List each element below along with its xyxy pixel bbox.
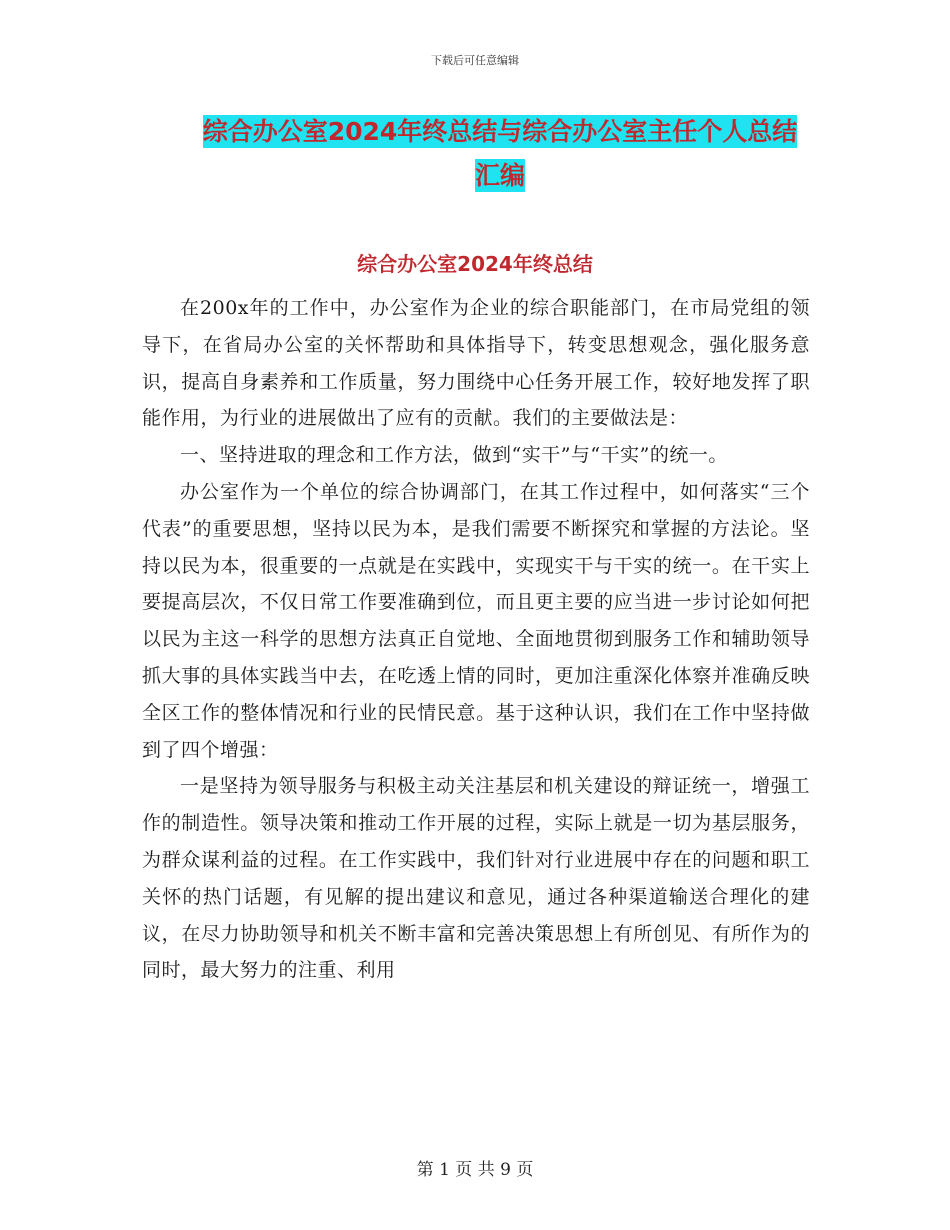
paragraph: 一是坚持为领导服务与积极主动关注基层和机关建设的辩证统一，增强工作的制造性。领导决策和推动工作开展的过程，实际上就是一切为基层服务，为群众谋利益的过程。在工作实践中，我们针对行业进展中存在的问题和职工关怀的热门话题，有见解的提出建议和意见，通过各种渠道输送合理化的建议，在尽力协助领导和机关不断丰富和完善决策思想上有所创见、有所作为的同时，最大努力的注重、利用: [142, 775, 810, 982]
main-title-line-1: 综合办公室2024年终总结与综合办公室主任个人总结: [202, 117, 798, 146]
paragraph: 在200x年的工作中，办公室作为企业的综合职能部门，在市局党组的领导下，在省局办公室的关怀帮助和具体指导下，转变思想观念，强化服务意识，提高自身素养和工作质量，努力围绕中心任务开展工作，较好地发挥了职能作用，为行业的进展做出了应有的贡献。我们的主要做法是：: [142, 297, 810, 430]
paragraph: 一、坚持进取的理念和工作方法，做到“实干”与“干实”的统一。: [180, 444, 728, 467]
body-text: [142, 290, 810, 989]
main-title: [140, 110, 860, 198]
paragraph: 办公室作为一个单位的综合协调部门，在其工作过程中，如何落实“三个代表”的重要思想，坚持以民为本，是我们需要不断探究和掌握的方法论。坚持以民为本，很重要的一点就是在实践中，实现实干与干实的统一。在干实上要提高层次，不仅日常工作要准确到位，而且更主要的应当进一步讨论如何把以民为主这一科学的思想方法真正自觉地、全面地贯彻到服务工作和辅助领导抓大事的具体实践当中去，在吃透上情的同时，更加注重深化体察并准确反映全区工作的整体情况和行业的民情民意。基于这种认识，我们在工作中坚持做到了四个增强：: [142, 480, 810, 761]
section-title: 综合办公室2024年终总结: [357, 252, 593, 276]
page-footer: 第 1 页 共 9 页: [416, 1160, 534, 1180]
header-note: 下载后可任意编辑: [431, 54, 519, 67]
main-title-line-2: 汇编: [474, 161, 525, 190]
